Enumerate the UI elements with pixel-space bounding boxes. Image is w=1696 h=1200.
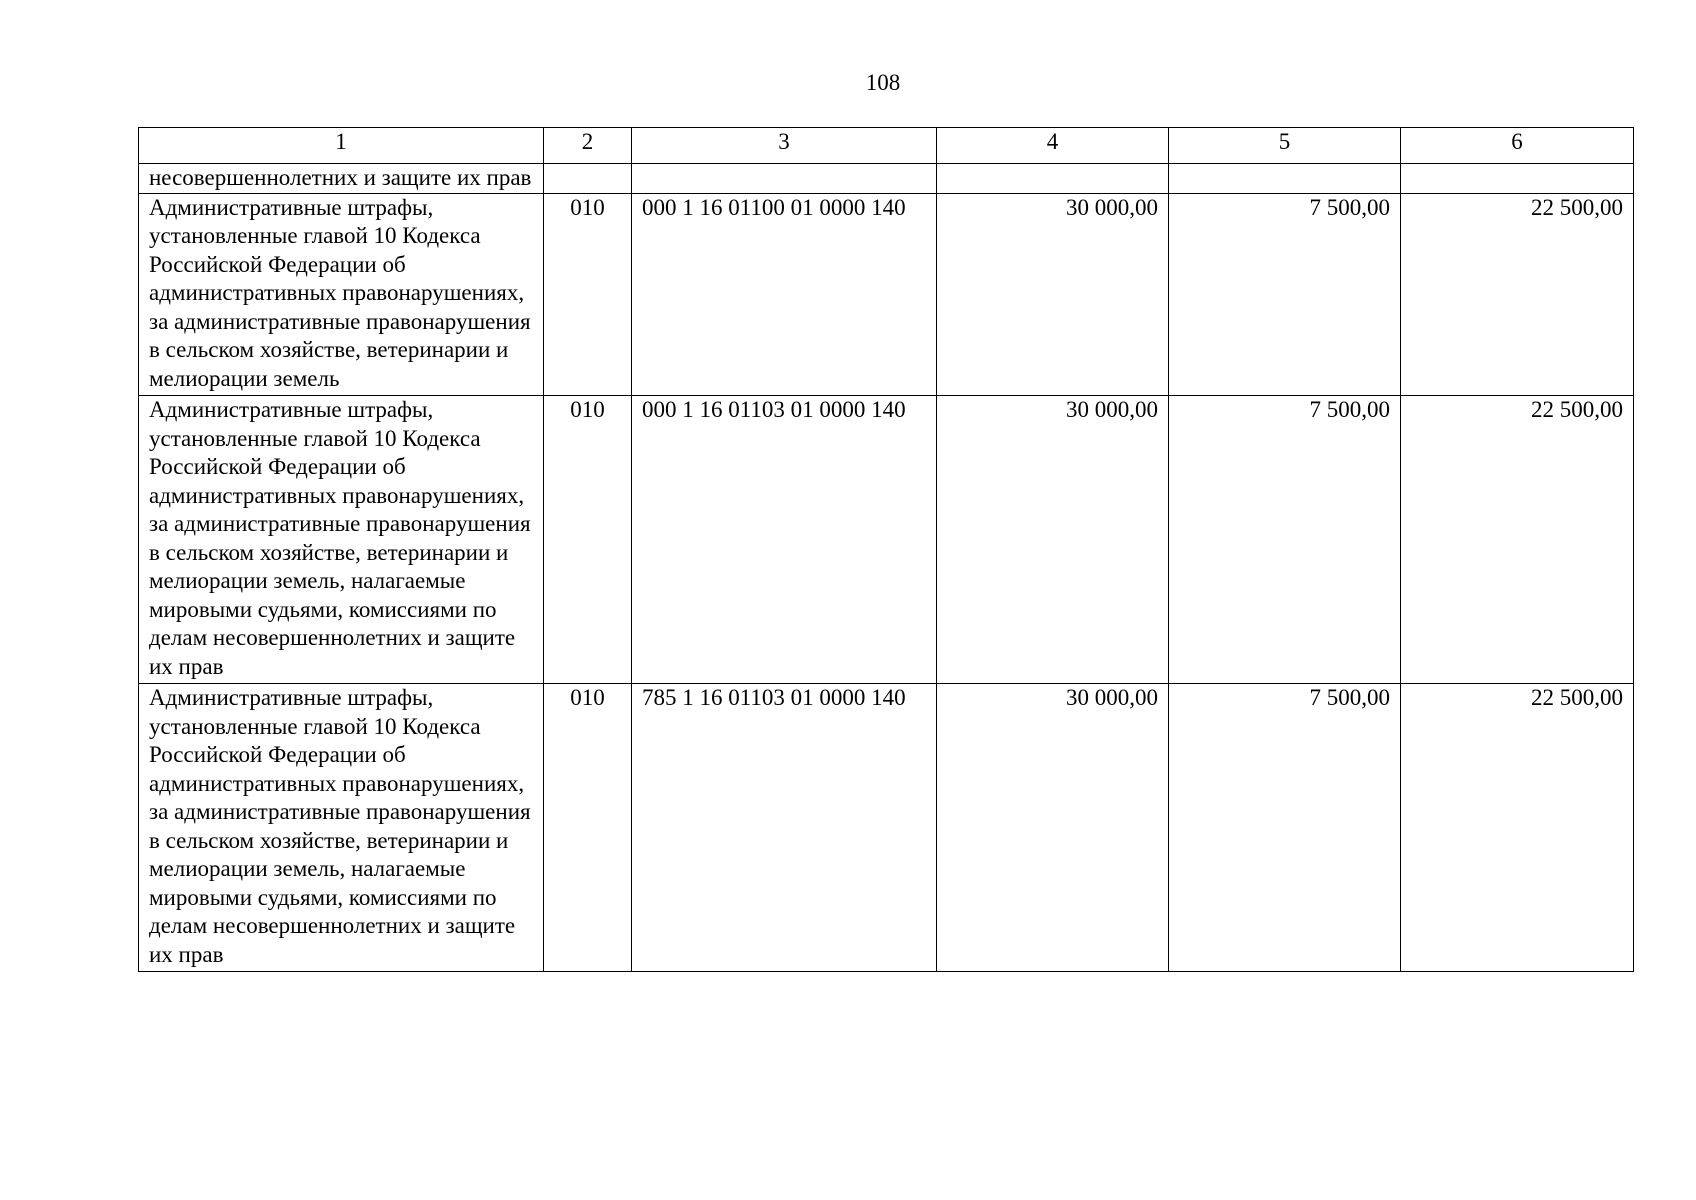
row-unexecuted-cell: 22 500,00 [1401,684,1634,972]
row-income-code-cell: 000 1 16 01103 01 0000 140 [632,396,937,684]
row-unexecuted-cell: 22 500,00 [1401,396,1634,684]
row-approved-cell: 30 000,00 [937,684,1169,972]
row-executed-cell: 7 500,00 [1169,396,1401,684]
row-name-cell: Административные штрафы, установленные главой 10 Кодекса Российской Федерации об административных правонарушениях, за административные правонарушения в сельском хозяйстве, ветеринарии и мелиорации земель [139,193,544,396]
column-header-4: 4 [937,128,1169,164]
row-income-code-cell: 785 1 16 01103 01 0000 140 [632,684,937,972]
table-header-row [139,128,1634,164]
row-name-cell: несовершеннолетних и защите их прав [139,164,544,194]
row-line-code-cell [544,164,632,194]
row-name-cell: Административные штрафы, установленные главой 10 Кодекса Российской Федерации об административных правонарушениях, за административные правонарушения в сельском хозяйстве, ветеринарии и мелиорации земель, налагаемые мировыми судьями, комиссиями по делам несовершеннолетних и защите их прав [139,396,544,684]
row-executed-cell: 7 500,00 [1169,193,1401,396]
table-row [139,396,1634,684]
column-header-6: 6 [1401,128,1634,164]
row-unexecuted-cell [1401,164,1634,194]
row-income-code-cell [632,164,937,194]
column-header-3: 3 [632,128,937,164]
row-executed-cell: 7 500,00 [1169,684,1401,972]
table-row [139,193,1634,396]
page-number: 108 [865,70,901,95]
row-approved-cell [937,164,1169,194]
row-line-code-cell: 010 [544,396,632,684]
column-header-1: 1 [139,128,544,164]
column-header-2: 2 [544,128,632,164]
table-row-continuation [139,164,1634,194]
table-row [139,684,1634,972]
row-approved-cell: 30 000,00 [937,193,1169,396]
row-line-code-cell: 010 [544,193,632,396]
row-name-cell: Административные штрафы, установленные главой 10 Кодекса Российской Федерации об административных правонарушениях, за административные правонарушения в сельском хозяйстве, ветеринарии и мелиорации земель, налагаемые мировыми судьями, комиссиями по делам несовершеннолетних и защите их прав [139,684,544,972]
row-approved-cell: 30 000,00 [937,396,1169,684]
row-unexecuted-cell: 22 500,00 [1401,193,1634,396]
row-income-code-cell: 000 1 16 01100 01 0000 140 [632,193,937,396]
row-line-code-cell: 010 [544,684,632,972]
row-executed-cell [1169,164,1401,194]
income-table [138,127,1634,972]
column-header-5: 5 [1169,128,1401,164]
